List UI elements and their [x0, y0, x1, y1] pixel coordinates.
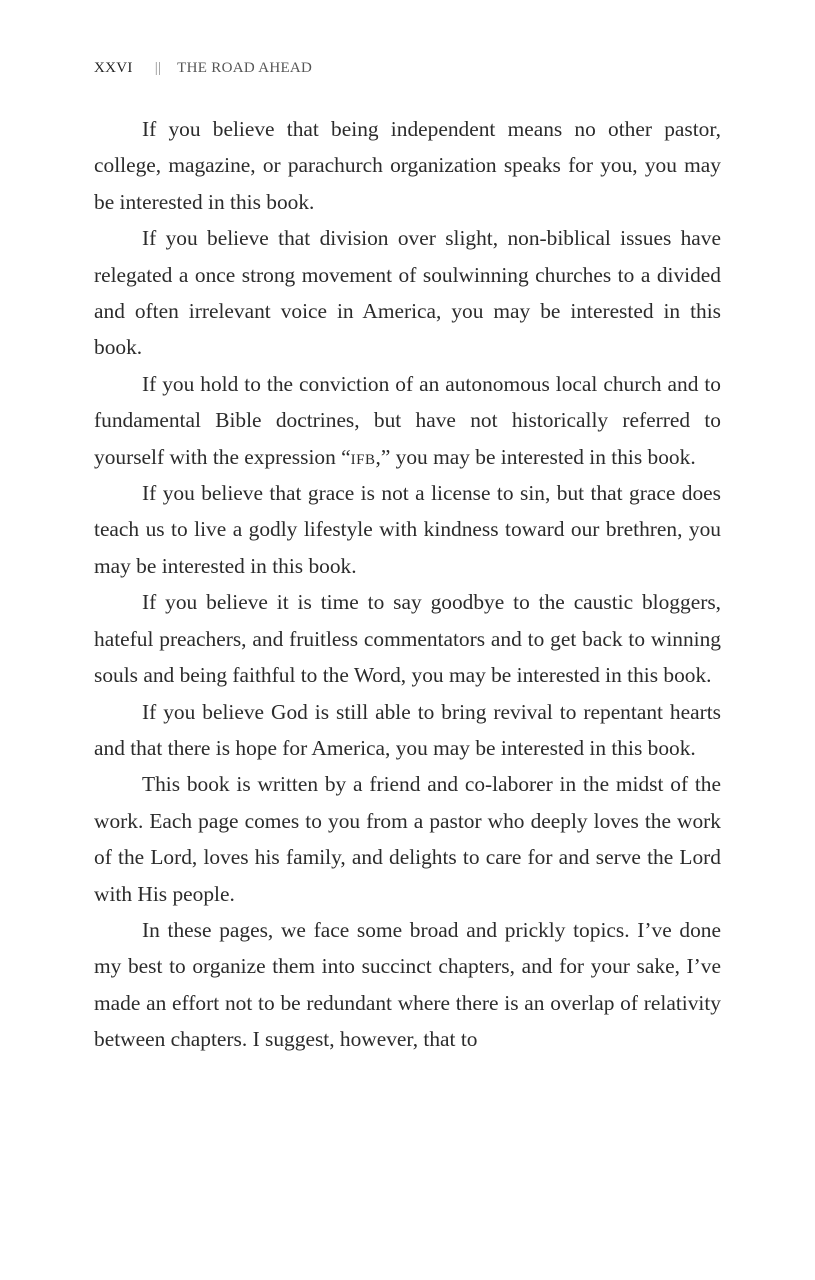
- paragraph-author: This book is written by a friend and co-laborer in the midst of the work. Each page comes to you from a pastor who deeply loves the work of the Lord, loves his family, and delights to care for and serve the Lord with His people.: [94, 772, 721, 906]
- ifb-abbreviation: ifb: [350, 444, 376, 469]
- paragraph-text-before: If you hold to the conviction of an autonomous local church and to fundamental Bible doctrines, but have not historically referred to yourself with the expression “: [94, 371, 721, 469]
- header-separator: ||: [154, 60, 162, 76]
- running-header: [94, 60, 312, 77]
- paragraph-text-after: ,” you may be interested in this book.: [375, 444, 696, 469]
- paragraph-division: If you believe that division over slight, non-biblical issues have relegated a once strong movement of soulwinning churches to a divided and often irrelevant voice in America, you may be interested in this book.: [94, 226, 721, 360]
- page-number: XXVI: [94, 60, 133, 76]
- paragraph-revival: If you believe God is still able to bring revival to repentant hearts and that there is hope for America, you may be interested in this book.: [94, 699, 721, 760]
- paragraph-topics: In these pages, we face some broad and prickly topics. I’ve done my best to organize them into succinct chapters, and for your sake, I’ve made an effort not to be redundant where there is an overlap of relativity between chapters. I suggest, however, that to: [94, 917, 721, 1052]
- body-text: [94, 111, 721, 1058]
- paragraph-goodbye: If you believe it is time to say goodbye to the caustic bloggers, hateful preachers, and fruitless commentators and to get back to winning souls and being faithful to the Word, you may be interested in this book.: [94, 590, 721, 688]
- paragraph-grace: If you believe that grace is not a license to sin, but that grace does teach us to live a godly lifestyle with kindness toward our brethren, you may be interested in this book.: [94, 481, 721, 578]
- paragraph-autonomous-church: [94, 366, 721, 475]
- book-title: THE ROAD AHEAD: [177, 60, 313, 76]
- paragraph-independent: If you believe that being independent means no other pastor, college, magazine, or parachurch organization speaks for you, you may be interested in this book.: [94, 117, 721, 214]
